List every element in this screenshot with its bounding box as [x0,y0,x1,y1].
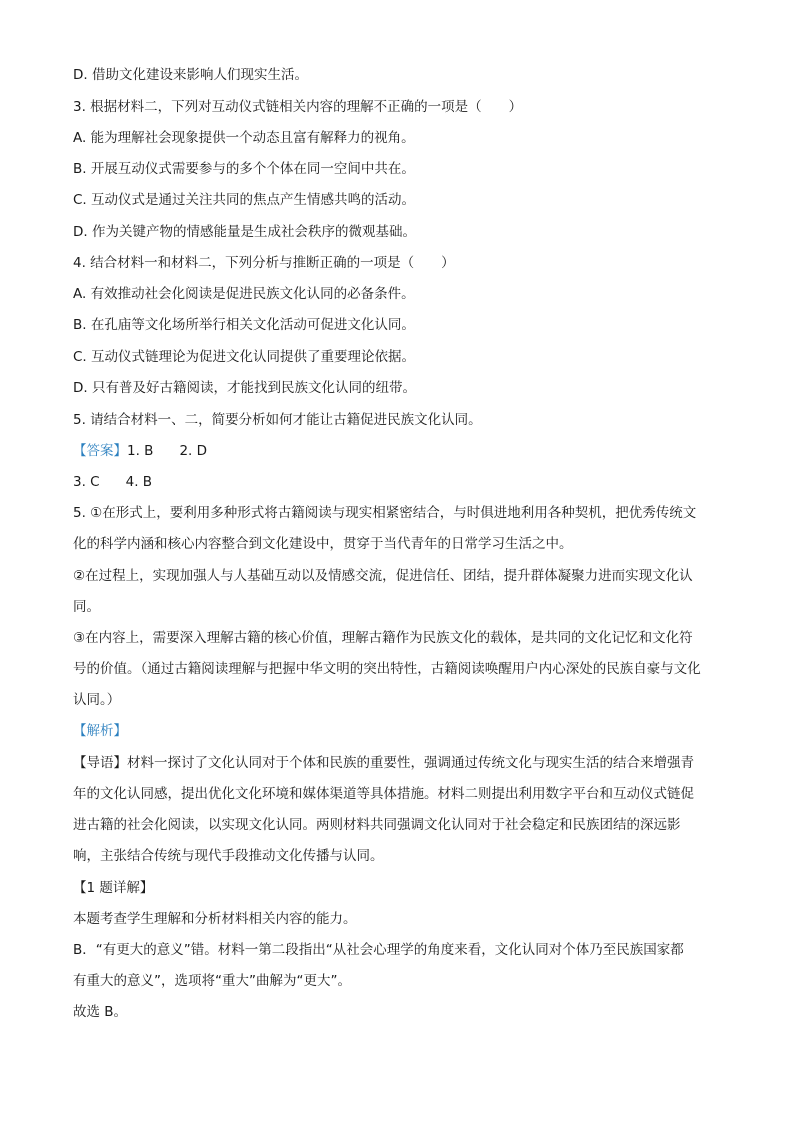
answer-row-1 [73,441,207,461]
question-4-option-c: C. 互动仪式链理论为促进文化认同提供了重要理论依据。 [73,349,416,365]
question-4-option-d: D. 只有普及好古籍阅读，才能找到民族文化认同的纽带。 [73,380,416,396]
analysis-heading: 【解析】 [73,723,127,739]
answer-5-line: ③在内容上，需要深入理解古籍的核心价值，理解古籍作为民族文化的载体，是共同的文化记忆和文化符 [73,630,693,646]
answer-5-line: 认同。） [73,692,121,708]
question-4-stem: 4. 结合材料一和材料二，下列分析与推断正确的一项是（ ） [73,255,455,271]
question-3-option-a: A. 能为理解社会现象提供一个动态且富有解释力的视角。 [73,130,415,146]
detail-1-line: 故选 B。 [73,1004,128,1020]
guide-paragraph-line: 【导语】材料一探讨了文化认同对于个体和民族的重要性，强调通过传统文化与现实生活的结合来增强青 [73,755,694,771]
answer-item-4: 4. B [125,474,153,490]
answer-item-1: 1. B [127,443,154,459]
answer-item-3: 3. C [73,474,100,490]
question-3-option-b: B. 开展互动仪式需要参与的多个个体在同一空间中共在。 [73,161,415,177]
guide-heading: 【导语】 [73,755,127,771]
answer-5-line: ②在过程上，实现加强人与人基础互动以及情感交流，促进信任、团结，提升群体凝聚力进而实现文化认 [73,568,693,584]
answer-5-line: 5. ①在形式上，要利用多种形式将古籍阅读与现实相紧密结合，与时俱进地利用各种契机，把优秀传统文 [73,505,697,521]
question-4-option-b: B. 在孔庙等文化场所举行相关文化活动可促进文化认同。 [73,317,415,333]
detail-1-heading: 【1 题详解】 [73,880,154,896]
guide-paragraph-line: 响，主张结合传统与现代手段推动文化传播与认同。 [73,848,384,864]
guide-paragraph-line: 进古籍的社会化阅读，以实现文化认同。两则材料共同强调文化认同对于社会稳定和民族团结的深远影 [73,817,681,833]
answer-heading: 【答案】 [73,443,127,459]
detail-1-line: 有重大的意义”，选项将“重大”曲解为“更大”。 [73,973,351,989]
question-2-option-d: D. 借助文化建设来影响人们现实生活。 [73,67,308,83]
answer-5-line: 号的价值。（通过古籍阅读理解与把握中华文明的突出特性，古籍阅读唤醒用户内心深处的民族自豪与文化 [73,661,701,677]
answer-row-2 [73,472,152,492]
question-3-option-c: C. 互动仪式是通过关注共同的焦点产生情感共鸣的活动。 [73,192,416,208]
answer-5-line: 化的科学内涵和核心内容整合到文化建设中，贯穿于当代青年的日常学习生活之中。 [73,536,573,552]
answer-item-2: 2. D [179,443,208,459]
question-3-option-d: D. 作为关键产物的情感能量是生成社会秩序的微观基础。 [73,224,416,240]
detail-1-line: 本题考查学生理解和分析材料相关内容的能力。 [73,911,357,927]
question-4-option-a: A. 有效推动社会化阅读是促进民族文化认同的必备条件。 [73,286,415,302]
question-3-stem: 3. 根据材料二，下列对互动仪式链相关内容的理解不正确的一项是（ ） [73,99,523,115]
answer-5-line: 同。 [73,599,100,615]
question-5-stem: 5. 请结合材料一、二，简要分析如何才能让古籍促进民族文化认同。 [73,412,482,428]
guide-paragraph-line: 年的文化认同感，提出优化文化环境和媒体渠道等具体措施。材料二则提出利用数字平台和互动仪式链促 [73,786,694,802]
detail-1-line: B．“有更大的意义”错。材料一第二段指出“从社会心理学的角度来看，文化认同对个体乃至民族国家都 [73,942,684,958]
